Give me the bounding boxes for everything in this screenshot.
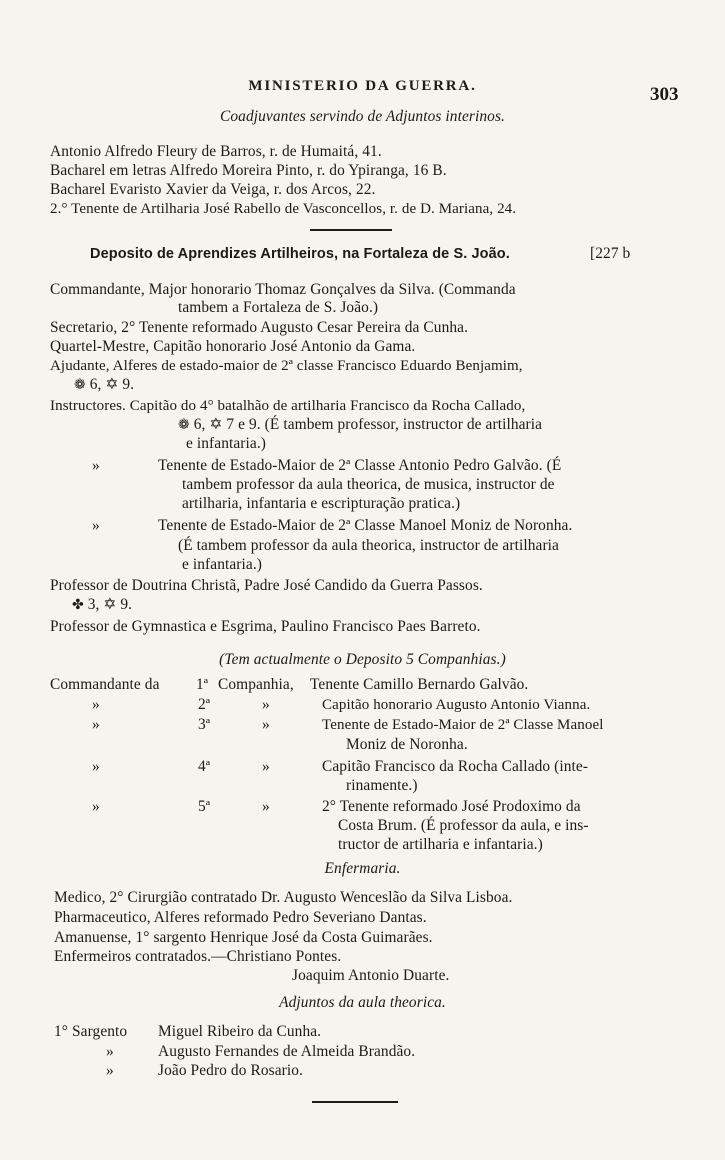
companhia-text: tructor de artilharia e infantaria.)	[338, 836, 543, 853]
deposito-line: Quartel-Mestre, Capitão honorario José Antonio da Gama.	[50, 338, 416, 355]
companhia-prefix: Commandante da	[50, 676, 160, 693]
deposito-line: Professor de Doutrina Christã, Padre José Candido da Guerra Passos.	[50, 577, 483, 594]
companhia-number: 1ª	[196, 676, 209, 693]
enfermaria-line: Enfermeiros contratados.—Christiano Pontes.	[54, 948, 342, 965]
decoration-row	[72, 596, 132, 614]
adjunto-name: Miguel Ribeiro da Cunha.	[158, 1023, 322, 1040]
deposito-line: Tenente de Estado-Maior de 2ª Classe Manoel Moniz de Noronha.	[158, 517, 573, 534]
companhia-label: »	[262, 758, 270, 775]
coadjuvante-line: Antonio Alfredo Fleury de Barros, r. de Humaitá, 41.	[50, 143, 382, 160]
deposito-line: (É tambem professor da aula theorica, instructor de artilharia	[178, 537, 559, 554]
deposito-line: Instructores. Capitão do 4° batalhão de artilharia Francisco da Rocha Callado,	[50, 398, 526, 414]
deposito-line: 6, ✡ 9.	[89, 376, 135, 393]
companhia-prefix: »	[92, 696, 100, 713]
adjunto-name: Augusto Fernandes de Almeida Brandão.	[158, 1043, 416, 1060]
page-number: 303	[650, 84, 679, 105]
section-divider	[310, 229, 392, 231]
decoration-row	[74, 376, 134, 394]
coadjuvantes-heading: Coadjuvantes servindo de Adjuntos interinos.	[220, 108, 505, 125]
deposito-line: e infantaria.)	[182, 556, 263, 573]
deposito-line: tambem professor da aula theorica, de musica, instructor de	[182, 476, 555, 493]
companhia-number: 3ª	[198, 716, 211, 733]
deposito-line: 3, ✡ 9.	[87, 596, 133, 613]
adjunto-rank: »	[106, 1043, 114, 1060]
companhia-text: Capitão Francisco da Rocha Callado (inte-	[322, 758, 589, 775]
companhia-label: »	[262, 716, 270, 733]
coadjuvante-line: 2.° Tenente de Artilharia José Rabello de Vasconcellos, r. de D. Mariana, 24.	[50, 201, 517, 217]
enfermaria-line: Joaquim Antonio Duarte.	[292, 967, 450, 984]
enfermaria-line: Amanuense, 1° sargento Henrique José da Costa Guimarães.	[54, 929, 433, 946]
companhia-text: Tenente de Estado-Maior de 2ª Classe Manoel	[322, 717, 604, 733]
companhia-text: 2° Tenente reformado José Prodoximo da	[322, 798, 581, 815]
adjuntos-heading: Adjuntos da aula theorica.	[279, 994, 446, 1011]
companhia-label: »	[262, 696, 270, 713]
deposito-line: Tenente de Estado-Maior de 2ª Classe Antonio Pedro Galvão. (É	[158, 457, 562, 474]
order-insignia-icon: ❁	[178, 417, 190, 433]
adjunto-rank: 1° Sargento	[54, 1023, 128, 1040]
enfermaria-heading: Enfermaria.	[324, 860, 401, 877]
enfermaria-line: Medico, 2° Cirurgião contratado Dr. Augusto Wenceslão da Silva Lisboa.	[54, 889, 513, 906]
deposito-line: tambem a Fortaleza de S. João.)	[178, 299, 379, 316]
deposito-line: artilharia, infantaria e escripturação pratica.)	[182, 495, 461, 512]
deposito-line: Ajudante, Alferes de estado-maior de 2ª classe Francisco Eduardo Benjamim,	[50, 358, 523, 374]
order-insignia-icon: ❁	[74, 377, 86, 393]
adjunto-rank: »	[106, 1062, 114, 1079]
companhia-text: Moniz de Noronha.	[346, 736, 468, 753]
decoration-row	[178, 416, 542, 434]
companhia-label: »	[262, 798, 270, 815]
enfermaria-line: Pharmaceutico, Alferes reformado Pedro Severiano Dantas.	[54, 909, 427, 926]
deposito-heading: Deposito de Aprendizes Artilheiros, na Fortaleza de S. João.	[90, 246, 510, 262]
companhia-number: 5ª	[198, 798, 211, 815]
coadjuvante-line: Bacharel em letras Alfredo Moreira Pinto, r. do Ypiranga, 16 B.	[50, 162, 447, 179]
companhias-heading: (Tem actualmente o Deposito 5 Companhias.)	[219, 651, 506, 668]
adjunto-name: João Pedro do Rosario.	[158, 1062, 303, 1079]
companhia-text: rinamente.)	[346, 777, 418, 794]
coadjuvante-line: Bacharel Evaristo Xavier da Veiga, r. dos Arcos, 22.	[50, 181, 376, 198]
ditto-mark: »	[92, 517, 100, 534]
companhia-prefix: »	[92, 716, 100, 733]
cross-insignia-icon: ✤	[72, 597, 84, 613]
page-header-title: MINISTERIO DA GUERRA.	[248, 78, 477, 94]
closing-divider	[312, 1101, 398, 1103]
deposito-line: Professor de Gymnastica e Esgrima, Paulino Francisco Paes Barreto.	[50, 618, 481, 635]
companhia-number: 4ª	[198, 758, 211, 775]
companhia-prefix: »	[92, 798, 100, 815]
companhia-prefix: »	[92, 758, 100, 775]
deposito-line: Commandante, Major honorario Thomaz Gonçalves da Silva. (Commanda	[50, 281, 516, 298]
deposito-line: 6, ✡ 7 e 9. (É tambem professor, instructor de artilharia	[193, 416, 543, 433]
companhia-text: Costa Brum. (É professor da aula, e ins-	[338, 817, 589, 834]
deposito-line: e infantaria.)	[186, 435, 267, 452]
deposito-reference: [227 b	[590, 245, 631, 262]
deposito-line: Secretario, 2° Tenente reformado Augusto Cesar Pereira da Cunha.	[50, 319, 469, 336]
companhia-number: 2ª	[198, 696, 211, 713]
companhia-text: Tenente Camillo Bernardo Galvão.	[310, 676, 529, 693]
companhia-label: Companhia,	[218, 676, 294, 693]
ditto-mark: »	[92, 457, 100, 474]
companhia-text: Capitão honorario Augusto Antonio Vianna.	[322, 697, 591, 713]
